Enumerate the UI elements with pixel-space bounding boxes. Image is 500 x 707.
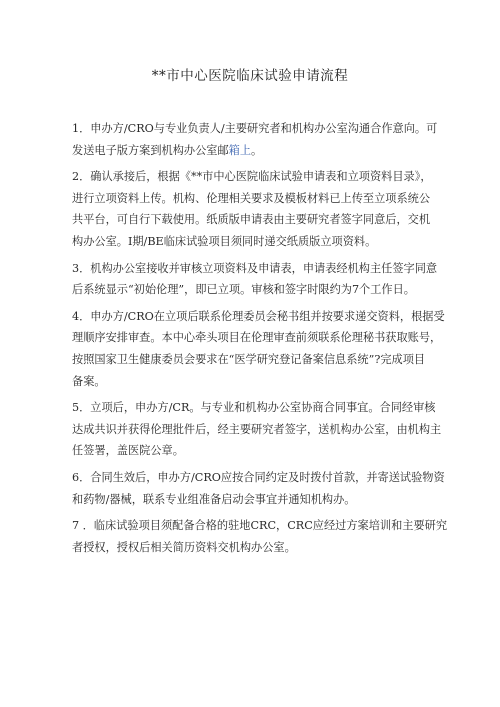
step-4-line-3: 按照国家卫生健康委员会要求在“医学研究登记备案信息系统”?完成项目: [72, 352, 426, 366]
step-3-line-2: 后系统显示“初始伦理”，即已立项。审核和签字时限约为7个工作日。: [72, 283, 415, 297]
step-1-line-2: [72, 140, 442, 162]
procedure-step-3: [72, 258, 442, 301]
procedure-step-2: [72, 166, 442, 252]
procedure-step-5: [72, 397, 442, 462]
page-title: **市中心医院临床试验申请流程: [151, 68, 349, 84]
procedure-step-6: [72, 467, 445, 510]
step-4-line-2: 理顺序安排审查。本中心牵头项目在伦理审查前须联系伦理秘书获取账号，: [72, 331, 442, 345]
step-5-line-1: 5．立项后，申办方/CR。与专业和机构办公室协商合同事宜。合同经审核: [72, 401, 436, 415]
step-7-line-1: 7 ．临床试验项目须配备合格的驻地CRC，CRC应经过方案培训和主要研究: [72, 519, 448, 533]
procedure-step-4: [72, 306, 445, 392]
step-1-line-1: 1．申办方/CRO与专业负责人/主要研究者和机构办公室沟通合作意向。可: [72, 122, 438, 135]
step-7-line-2: 者授权，授权后相关简历资料交机构办公室。: [72, 540, 296, 554]
step-4-line-1: 4．申办方/CRO在立项后联系伦理委员会秘书组并按要求递交资料，根据受: [72, 309, 445, 323]
step-2-line-3: 共平台，可自行下载使用。纸质版申请表由主要研究者签字同意后，交机: [72, 213, 431, 227]
step-1-tail: 。: [251, 143, 263, 157]
step-2-line-4: 构办公室。I期/BE临床试验项目须同时递交纸质版立项资料。: [72, 234, 377, 248]
procedure-step-1: [72, 118, 442, 161]
procedure-step-7: [72, 515, 448, 558]
step-4-line-4: 备案。: [72, 374, 106, 388]
step-2-line-2: 进行立项资料上传。机构、伦理相关要求及模板材料已上传至立项系统公: [72, 191, 431, 205]
step-6-line-2: 和药物/器械，联系专业组准备启动会事宜并通知机构办。: [72, 492, 356, 506]
step-5-line-3: 任签署，盖医院公章。: [72, 444, 184, 458]
email-link[interactable]: 箱上: [228, 143, 252, 157]
step-2-line-1: 2．确认承接后，根据《**市中心医院临床试验申请表和立项资料目录》，: [72, 170, 432, 184]
step-1-line-2-text: 发送电子版方案到机构办公室邮: [72, 143, 229, 157]
step-5-line-2: 达成共识并获得伦理批件后，经主要研究者签字，送机构办公室，由机构主: [72, 422, 442, 436]
procedure-list: [72, 118, 448, 563]
step-6-line-1: 6．合同生效后，申办方/CRO应按合同约定及时拨付首款，并寄送试验物资: [72, 470, 445, 484]
step-3-line-1: 3．机构办公室接收并审核立项资料及申请表，申请表经机构主任签字同意: [72, 261, 438, 275]
